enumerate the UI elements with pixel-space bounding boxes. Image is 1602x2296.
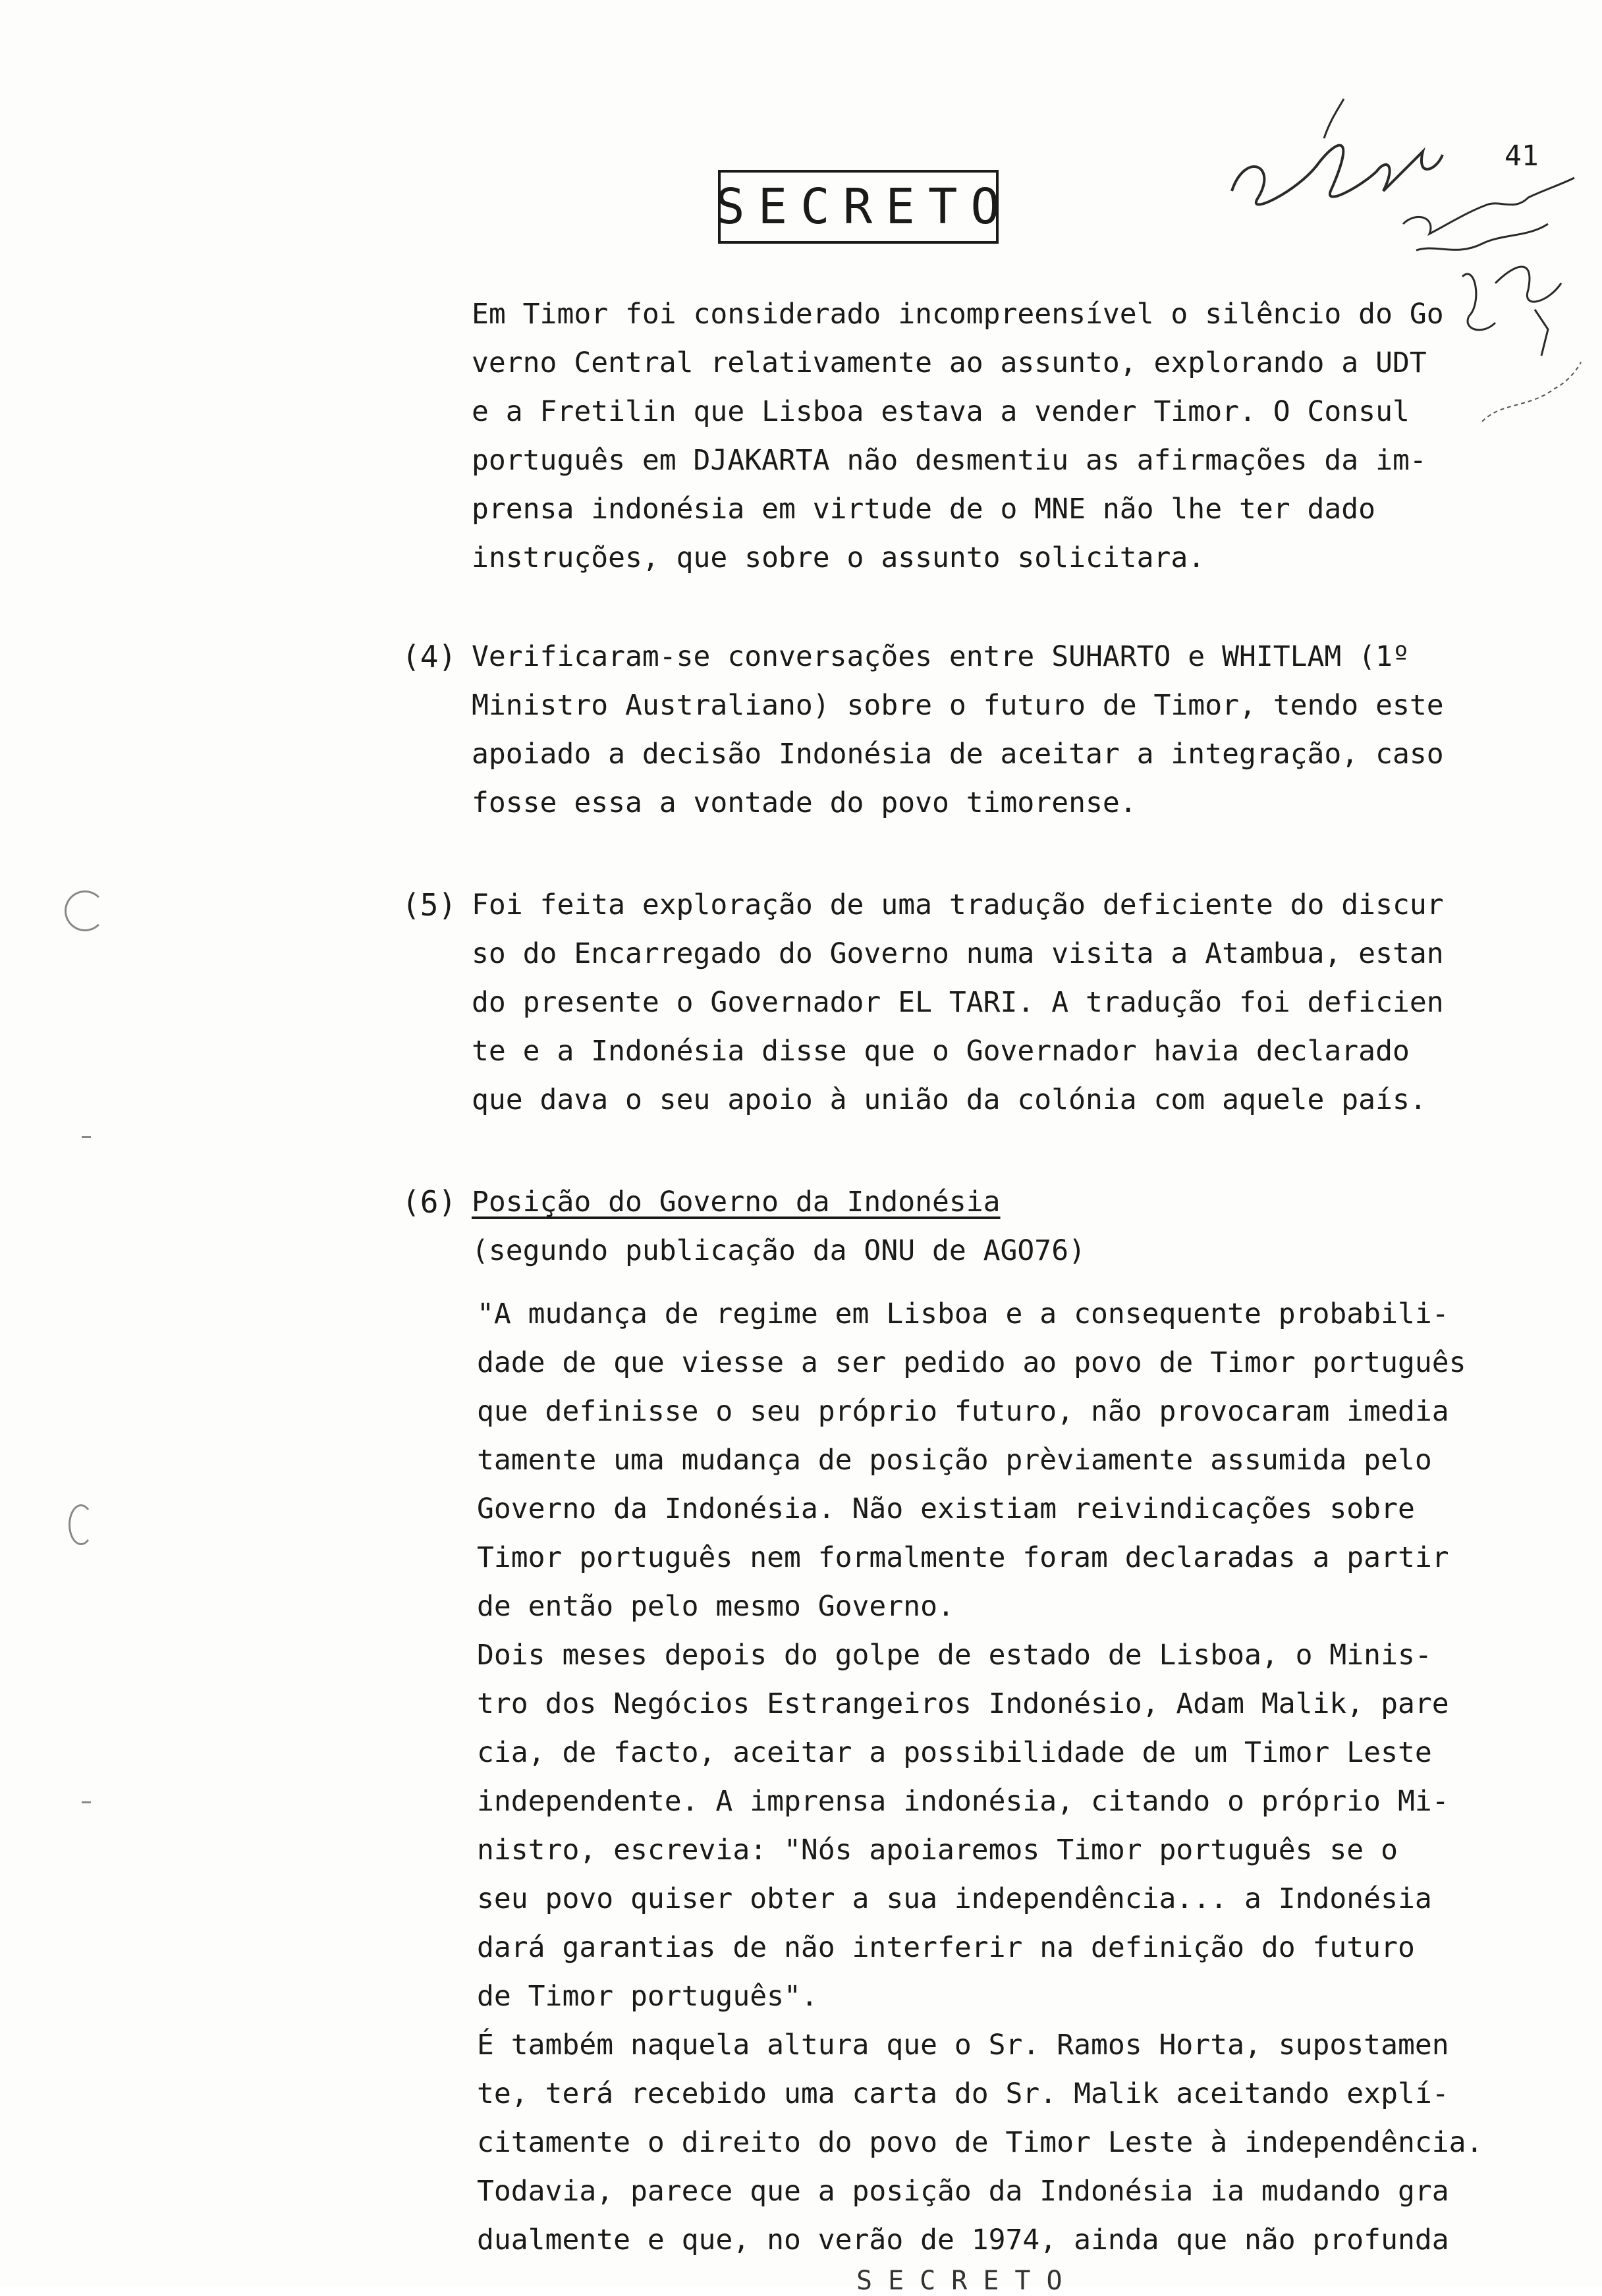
text-line: dará garantias de não interferir na definição do futuro (477, 1931, 1415, 1964)
margin-mark (82, 1136, 91, 1138)
text-line: que dava o seu apoio à união da colónia com aquele país. (472, 1083, 1427, 1116)
text-line: e a Fretilin que Lisboa estava a vender Timor. O Consul (472, 395, 1410, 428)
text-line: independente. A imprensa indonésia, citando o próprio Mi- (477, 1785, 1449, 1818)
text-line: que definisse o seu próprio futuro, não provocaram imedia (477, 1395, 1449, 1428)
item-number: (6) (402, 1184, 457, 1220)
item-body (472, 881, 1444, 1124)
text-line: do presente o Governador EL TARI. A tradução foi deficien (472, 986, 1444, 1019)
text-line: dualmente e que, no verão de 1974, ainda que não profunda (477, 2224, 1449, 2256)
item-body (472, 1178, 1086, 1275)
section-heading: Posição do Governo da Indonésia (472, 1186, 1001, 1218)
text-line: dade de que viesse a ser pedido ao povo de Timor português (477, 1346, 1466, 1379)
text-line: citamente o direito do povo de Timor Leste à independência. (477, 2126, 1483, 2159)
text-line: Governo da Indonésia. Não existiam reivindicações sobre (477, 1492, 1415, 1525)
text-line: Timor português nem formalmente foram declaradas a partir (477, 1541, 1449, 1574)
text-line: Ministro Australiano) sobre o futuro de Timor, tendo este (472, 689, 1444, 722)
intro-paragraph (472, 290, 1444, 582)
quoted-passage (477, 1290, 1483, 2264)
text-line: tamente uma mudança de posição prèviamente assumida pelo (477, 1444, 1432, 1477)
text-line: te e a Indonésia disse que o Governador havia declarado (472, 1035, 1410, 1068)
text-line: cia, de facto, aceitar a possibilidade de um Timor Leste (477, 1736, 1432, 1769)
margin-mark (82, 1801, 91, 1803)
text-line: apoiado a decisão Indonésia de aceitar a integração, caso (472, 738, 1444, 771)
text-line: Dois meses depois do golpe de estado de Lisboa, o Minis- (477, 1639, 1432, 1672)
text-line: instruções, que sobre o assunto solicitara. (472, 541, 1205, 574)
text-line: Em Timor foi considerado incompreensível o silêncio do Go (472, 298, 1444, 331)
text-line: É também naquela altura que o Sr. Ramos Horta, supostamen (477, 2029, 1449, 2062)
text-line: te, terá recebido uma carta do Sr. Malik aceitando explí- (477, 2077, 1449, 2110)
text-line: seu povo quiser obter a sua independência... a Indonésia (477, 1882, 1432, 1915)
text-line: fosse essa a vontade do povo timorense. (472, 786, 1137, 819)
item-body (472, 632, 1444, 827)
section-subheading: (segundo publicação da ONU de AGO76) (472, 1234, 1086, 1267)
text-line: so do Encarregado do Governo numa visita a Atambua, estan (472, 937, 1444, 970)
text-line: Todavia, parece que a posição da Indonésia ia mudando gra (477, 2175, 1449, 2208)
text-line: prensa indonésia em virtude de o MNE não lhe ter dado (472, 493, 1376, 526)
text-line: português em DJAKARTA não desmentiu as afirmações da im- (472, 444, 1427, 477)
page-number: 41 (1505, 140, 1539, 173)
text-line: de então pelo mesmo Governo. (477, 1590, 954, 1623)
classification-stamp (715, 170, 1013, 244)
cutoff-footer-stamp: SECRETO (856, 2266, 1078, 2296)
text-line: Verificaram-se conversações entre SUHARTO e WHITLAM (1º (472, 640, 1410, 673)
classification-text: SECRETO (715, 178, 1013, 235)
text-line: Foi feita exploração de uma tradução deficiente do discur (472, 888, 1444, 921)
text-line: verno Central relativamente ao assunto, explorando a UDT (472, 346, 1427, 379)
text-line: nistro, escrevia: "Nós apoiaremos Timor português se o (477, 1834, 1398, 1867)
text-line: tro dos Negócios Estrangeiros Indonésio, Adam Malik, pare (477, 1687, 1449, 1720)
item-number: (5) (402, 887, 457, 923)
item-number: (4) (402, 639, 457, 674)
punch-hole (65, 890, 105, 931)
text-line: de Timor português". (477, 1980, 818, 2013)
text-line: "A mudança de regime em Lisboa e a consequente probabili- (477, 1298, 1449, 1330)
punch-hole (69, 1504, 94, 1545)
